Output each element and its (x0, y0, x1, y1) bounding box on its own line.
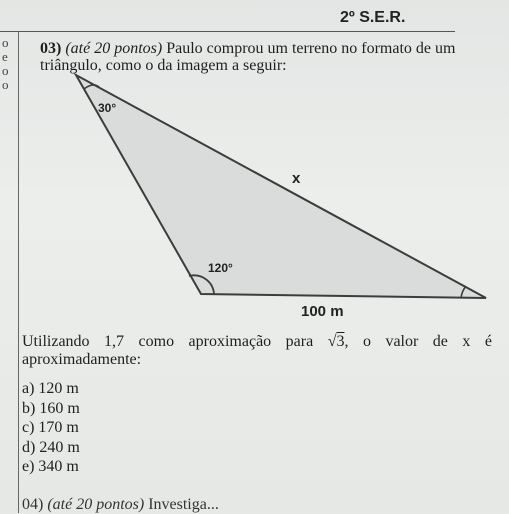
angle-label-bottom: 120° (208, 261, 233, 275)
page-header: 2º S.E.R. (340, 9, 406, 26)
triangle-shape (76, 75, 486, 298)
option-a: a) 120 m (22, 380, 79, 397)
answer-options (22, 379, 80, 477)
question-number: 03) (40, 40, 62, 57)
next-question-text: Investiga... (144, 496, 219, 513)
margin-letter: e (2, 49, 8, 64)
sqrt-argument: 3 (336, 333, 345, 350)
option-b: b) 160 m (22, 399, 80, 417)
stem-text-before: Utilizando 1,7 como aproximação para (22, 333, 328, 350)
option-d: d) 240 m (22, 438, 80, 456)
question-text: Paulo comprou um terreno no formato de um triângulo, como o da imagem a seguir: (40, 40, 456, 74)
margin-letter: o (2, 77, 9, 92)
margin-letter: o (2, 35, 9, 50)
next-question-number: 04) (22, 496, 44, 513)
next-question-heading (22, 496, 219, 514)
option-c: c) 170 m (22, 419, 79, 437)
side-label-base: 100 m (301, 303, 344, 320)
sqrt-symbol: √3 (327, 333, 345, 350)
angle-label-top: 30° (98, 101, 117, 115)
stem-text-after: , o valor de x é aproximadamente: (22, 333, 492, 368)
next-question-points: (até 20 pontos) (47, 496, 145, 513)
margin-letter: o (2, 63, 9, 78)
side-label-x: x (292, 170, 301, 187)
option-e: e) 340 m (22, 458, 79, 476)
question-stem (22, 333, 492, 369)
question-points: (até 20 pontos) (65, 40, 163, 57)
